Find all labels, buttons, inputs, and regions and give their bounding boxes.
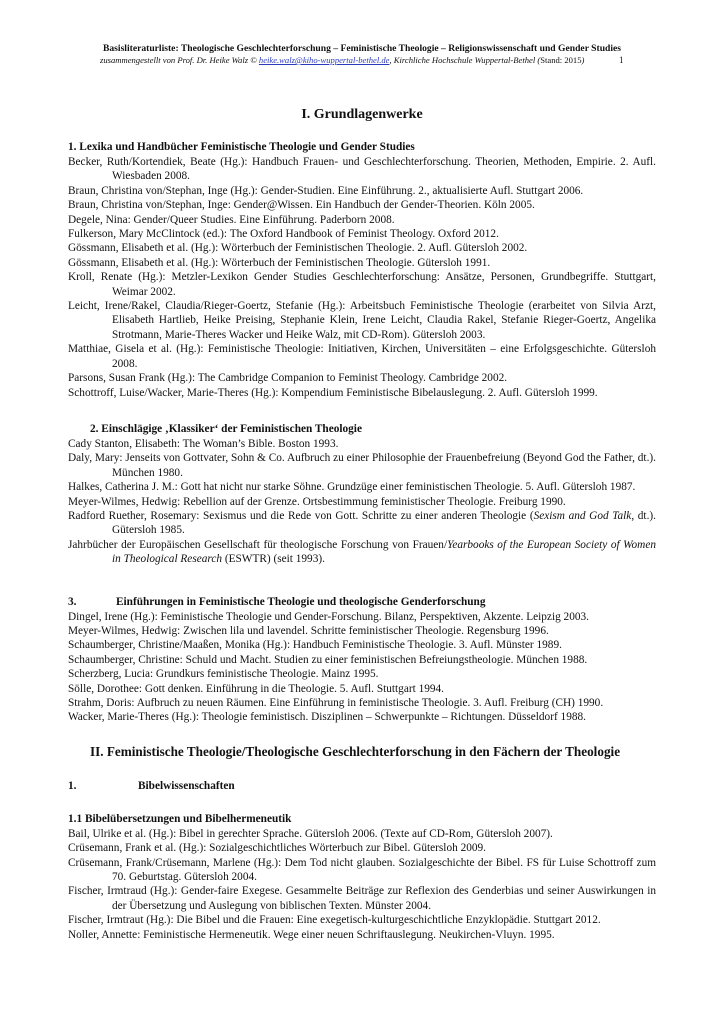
subsection-heading: 1. Lexika und Handbücher Feministische Theologie und Gender Studies — [68, 141, 415, 153]
bib-entry: Dingel, Irene (Hg.): Feministische Theologie und Gender-Forschung. Bilanz, Perspektiven, Akzente. Leipzig 2003. — [68, 610, 589, 623]
subsection-title: Bibelwissenschaften — [138, 779, 235, 792]
bib-entry: Bail, Ulrike et al. (Hg.): Bibel in gerechter Sprache. Gütersloh 2006. (Texte auf CD-Rom, Gütersloh 2007). — [68, 827, 553, 840]
section-title: I. Grundlagenwerke — [301, 107, 423, 122]
subsection-number: 3. — [68, 595, 77, 608]
header-subtitle — [100, 55, 584, 65]
bib-entry — [68, 509, 656, 538]
bib-entry: Meyer-Wilmes, Hedwig: Zwischen lila und lavendel. Schritte feministischer Theologie. Regensburg 1996. — [68, 624, 549, 637]
subsection-heading: 1.1 Bibelübersetzungen und Bibelhermeneutik — [68, 812, 292, 825]
bib-entry: Fischer, Irmtraud (Hg.): Gender-faire Exegese. Gesammelte Beiträge zur Reflexion des Genderbias und seiner Auswirkungen in der Übersetzung und Auslegung von biblischen Texten. Münster 2004. — [68, 885, 656, 912]
entry-list — [68, 610, 656, 725]
bib-entry: Daly, Mary: Jenseits von Gottvater, Sohn & Co. Aufbruch zu einer Philosophie der Frauenbefreiung (Beyond God the Father, dt.). München 1980. — [68, 452, 656, 479]
entry-italic: Yearbooks of the European Society of Women in Theological Research — [112, 538, 656, 566]
document-body — [68, 108, 656, 942]
entry-list — [68, 437, 656, 567]
bib-entry: Crüsemann, Frank et al. (Hg.): Sozialgeschichtliches Wörterbuch zur Bibel. Gütersloh 2009. — [68, 842, 486, 855]
bib-entry: Halkes, Catherina J. M.: Gott hat nicht nur starke Söhne. Grundzüge einer feministischen Theologie. 5. Aufl. Gütersloh 1987. — [68, 481, 636, 494]
entry-text: (ESWTR) (seit 1993). — [222, 553, 325, 566]
page-number: 1 — [619, 55, 624, 65]
bib-entry: Schottroff, Luise/Wacker, Marie-Theres (Hg.): Kompendium Feministische Bibelauslegung. 2. Aufl. Gütersloh 1999. — [68, 386, 598, 399]
bib-entry: Leicht, Irene/Rakel, Claudia/Rieger-Goertz, Stefanie (Hg.): Arbeitsbuch Feministische Theologie (erarbeitet von Silvia Arzt, Elisabeth Hartlieb, Heike Preising, Stephanie Klein, Irene Leicht, Claudia Rakel, Stefanie Rieger-Goertz, Angelika Strotmann, Marie-Theres Wacker und Heike Walz, mit CD-Rom). Gütersloh 2003. — [68, 300, 656, 341]
entry-list — [68, 827, 656, 942]
bib-entry: Kroll, Renate (Hg.): Metzler-Lexikon Gender Studies Geschlechterforschung: Ansätze, Personen, Grundbegriffe. Stuttgart, Weimar 2002. — [68, 271, 656, 298]
entry-text: Jahrbücher der Europäischen Gesellschaft für theologische Forschung von Frauen/ — [68, 538, 448, 551]
stand-text: Stand: 2015 — [540, 55, 582, 65]
entry-italic: Sexism and God Talk — [533, 509, 632, 522]
bib-entry: Fulkerson, Mary McClintock (ed.): The Oxford Handbook of Feminist Theology. Oxford 2012. — [68, 228, 499, 241]
bib-entry: Scherzberg, Lucia: Grundkurs feministische Theologie. Mainz 1995. — [68, 668, 379, 681]
bib-entry: Becker, Ruth/Kortendiek, Beate (Hg.): Handbuch Frauen- und Geschlechterforschung. Theorien, Methoden, Empirie. 2. Aufl. Wiesbaden 2008. — [68, 156, 656, 183]
bib-entry: Fischer, Irmtraut (Hg.): Die Bibel und die Frauen: Eine exegetisch-kulturgeschichtliche Enzyklopädie. Stuttgart 2012. — [68, 914, 601, 927]
bib-entry: Meyer-Wilmes, Hedwig: Rebellion auf der Grenze. Ortsbestimmung feministischer Theologie. Freiburg 1990. — [68, 495, 566, 508]
bib-entry: Cady Stanton, Elisabeth: The Woman’s Bible. Boston 1993. — [68, 437, 339, 450]
bib-entry: Matthiae, Gisela et al. (Hg.): Feministische Theologie: Initiativen, Kirchen, Universitäten – eine Erfolgsgeschichte. Gütersloh 2008. — [68, 343, 656, 370]
bib-entry: Gössmann, Elisabeth et al. (Hg.): Wörterbuch der Feministischen Theologie. 2. Aufl. Gütersloh 2002. — [68, 242, 528, 255]
entry-text: , dt.). Gütersloh 1985. — [112, 509, 656, 537]
subsection-title: Einführungen in Feministische Theologie und theologische Genderforschung — [116, 595, 486, 608]
bib-entry — [68, 538, 656, 567]
email-link[interactable]: heike.walz@kiho-wuppertal-bethel.de — [258, 55, 390, 65]
subtitle-mid: , Kirchliche Hochschule Wuppertal-Bethel ( — [389, 55, 541, 65]
subtitle-end: ) — [581, 55, 585, 65]
bib-entry: Degele, Nina: Gender/Queer Studies. Eine Einführung. Paderborn 2008. — [68, 213, 395, 226]
subsection-heading — [68, 595, 656, 610]
subsection-heading — [68, 779, 656, 794]
bib-entry: Noller, Annette: Feministische Hermeneutik. Wege einer neuen Schriftauslegung. Neukirchen-Vluyn. 1995. — [68, 928, 555, 941]
bib-entry: Parsons, Susan Frank (Hg.): The Cambridge Companion to Feminist Theology. Cambridge 2002. — [68, 372, 508, 385]
bib-entry: Schaumberger, Christine/Maaßen, Monika (Hg.): Handbuch Feministische Theologie. 3. Aufl. Münster 1989. — [68, 639, 562, 652]
section-title: II. Feministische Theologie/Theologische Geschlechterforschung in den Fächern der Theologie — [90, 743, 621, 759]
entry-list — [68, 155, 656, 400]
bib-entry: Crüsemann, Frank/Crüsemann, Marlene (Hg.): Dem Tod nicht glauben. Sozialgeschichte der Bibel. FS für Luise Schottroff zum 70. Geburtstag. Gütersloh 2004. — [68, 856, 656, 884]
header-title: Basisliteraturliste: Theologische Geschlechterforschung – Feministische Theologie – Religionswissenschaft und Gender Studies — [102, 43, 622, 54]
bib-entry: Strahm, Doris: Aufbruch zu neuen Räumen. Eine Einführung in feministische Theologie. 3. Aufl. Freiburg (CH) 1990. — [68, 697, 604, 709]
bib-entry: Gössmann, Elisabeth et al. (Hg.): Wörterbuch der Feministischen Theologie. Gütersloh 1991. — [68, 256, 491, 269]
bib-entry: Sölle, Dorothee: Gott denken. Einführung in die Theologie. 5. Aufl. Stuttgart 1994. — [68, 682, 444, 695]
subtitle-prefix: zusammengestellt von Prof. Dr. Heike Walz © — [100, 55, 259, 65]
subsection-number: 1. — [68, 779, 77, 792]
entry-text: Radford Ruether, Rosemary: Sexismus und die Rede von Gott. Schritte zu einer anderen Theologie ( — [68, 509, 534, 522]
bib-entry: Schaumberger, Christine: Schuld und Macht. Studien zu einer feministischen Befreiungstheologie. München 1988. — [68, 653, 588, 666]
bib-entry: Braun, Christina von/Stephan, Inge (Hg.): Gender-Studien. Eine Einführung. 2., aktualisierte Aufl. Stuttgart 2006. — [68, 184, 584, 197]
bib-entry: Wacker, Marie-Theres (Hg.): Theologie feministisch. Disziplinen – Schwerpunkte – Richtungen. Düsseldorf 1988. — [68, 711, 586, 724]
subsection-heading: 2. Einschlägige ‚Klassiker‘ der Feministischen Theologie — [90, 422, 362, 435]
bib-entry: Braun, Christina von/Stephan, Inge: Gender@Wissen. Ein Handbuch der Gender-Theorien. Köln 2005. — [68, 199, 535, 212]
